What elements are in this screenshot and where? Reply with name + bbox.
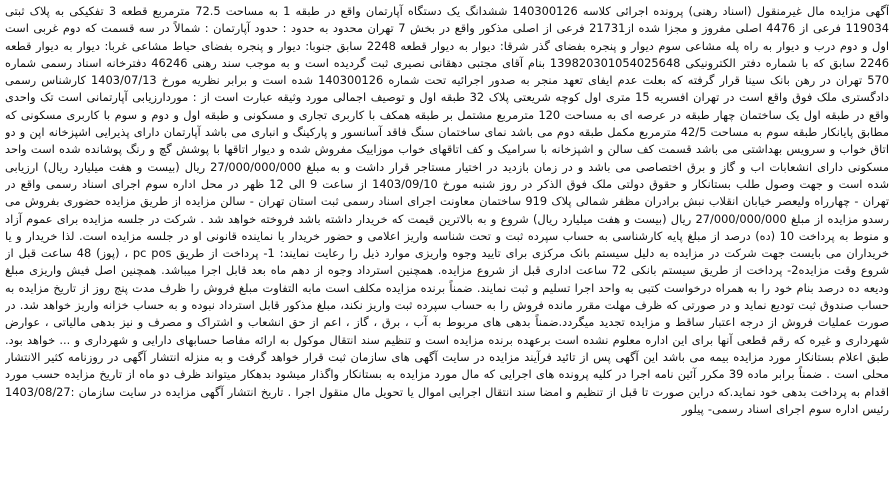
auction-notice (5, 3, 889, 489)
auction-notice-text: آگهی مزایده مال غیرمنقول (اسناد رهنی) پرونده اجرائی کلاسه 140300126 ششدانگ یک دستگاه آپارتمان واقع در طبقه 1 به مساحت 72.5 مترمربع قطعه 3 تفکیکی به پلاک ثبتی 119034 فرعی از 4476 اصلی مفروز و مجزا شده از21731 فرعی از اصلی مذکور واقع در بخش 7 تهران محدود به حدود : حدود آپارتمان : شمالاً در سه قسمت که دوم غربی است اول و دوم درب و دیوار به راه پله مشاعی سوم دیوار و پنجره بفضای گذر شرقا: دیوار به دیوار قطعه 2248 سابق جنوبا: دیوار و پنجره بفضای حیاط مشاعی غربا: دیوار به دیوار قطعه 2246 سابق که با شماره دفتر الکترونیکی 139820301054025648 بنام آقای مجتبی دهقانی نصیری ثبت گردیده است و به موجب سند رهنی 46246 دفترخانه اسناد رسمی شماره 570 تهران در رهن بانک سینا قرار گرفته که بعلت عدم ایفای تعهد منجر به صدور اجرائیه تحت شماره 140300126 شده است و برابر نظریه مورخ 1403/07/13 کارشناس رسمی دادگستری ملک فوق واقع است در تهران افسریه 15 متری اول کوچه شریعتی پلاک 32 طبقه اول و توصیف اجمالی مورد وثیقه عبارت است از : موردارزیابی آپارتمانی است تک واحدی واقع در طبقه اول یک ساختمان چهار طبقه در عرصه ای به مساحت 120 مترمربع مشتمل بر طبقه همکف با کاربری تجاری و مسکونی و طبقه اول و دوم و سوم با کاربری مسکونی که مطابق پایانکار طبقه سوم به مساحت 42/5 مترمربع مکمل طبقه دوم می باشد نمای ساختمان سنگ فاقد آسانسور و پارکینگ و انباری می باشد آپارتمان دارای پذیرایی اشپزخانه اپن و دو اتاق خواب و سرویس بهداشتی می باشد قسمت کف سالن و اشپزخانه با سرامیک و کف اتاقهای خواب موزاییک مفروش شده و دیوار اتاقها با پوشش گچ و رنگ پوشانده شده است واحد مسکونی دارای انشعابات اب و گاز و برق اختصاصی می باشد و در زمان بازدید در اختیار مستاجر قرار داشت و به مبلغ 27/000/000/000 ریال (بیست و هفت میلیارد ریال) ارزیابی شده است و جهت وصول طلب بستانکار و حقوق دولتی ملک فوق الذکر در روز شنبه مورخ 1403/09/10 از ساعت 9 الی 12 ظهر در محل اداره سوم اجرای اسناد رسمی واقع در تهران - چهارراه ولیعصر خیابان انقلاب نبش برادران مظفر شمالی پلاک 919 ساختمان معاونت اجرای اسناد رسمی ثبت استان تهران - سالن مزایده از طریق مزایده حضوری بفروش می رسدو مزایده از مبلغ 27/000/000/000 ریال (بیست و هفت میلیارد ریال) شروع و به بالاترین قیمت که خریدار داشته باشد فروخته خواهد شد . شرکت در جلسه مزایده برای عموم آزاد و منوط به پرداخت 10 (ده) درصد از مبلغ پایه کارشناسی به حساب سپرده ثبت و تحت شناسه واریز اعلامی و حضور خریدار یا نماینده قانونی او در جلسه مزایده است. لذا خریدار و یا خریداران می بایست جهت شرکت در مزایده به دلیل سیستم بانک مرکزی برای تایید وجوه واریزی موارد ذیل را رعایت نمایند: 1- پرداخت از طریق pc pos ، (پوز) 48 ساعت قبل از شروع وقت مزایده2- پرداخت از طریق سیستم بانکی 72 ساعت اداری قبل از شروع مزایده. همچنین استرداد وجوه از دهم ماه بعد قابل اجرا میباشد. همچنین اصل فیش واریزی مبلغ ودیعه ده درصد بنام خود را به همراه درخواست کتبی به واحد اجرا تسلیم و ثبت نمایند. ضمناً برنده مزایده مکلف است مابه التفاوت مبلغ فروش را ظرف مدت پنج روز از تاریخ مزایده به حساب صندوق ثبت تودیع نماید و در صورتی که ظرف مهلت مقرر مانده فروش را به حساب سپرده ثبت واریز نکند، مبلغ مذکور قابل استرداد نبوده و به حساب خزانه واریز خواهد شد. در صورت عملیات فروش از درجه اعتبار ساقط و مزایده تجدید میگردد.ضمناً بدهی های مربوط به آب ، برق ، گاز ، اعم از حق انشعاب و اشتراک و مصرف و نیز بدهی مالیاتی ، عوارض شهرداری و غیره که رقم قطعی آنها برای این اداره معلوم نشده است برعهده برنده مزایده است و تنظیم سند انتقال موکول به ارائه مفاصا حسابهای دارایی و شهرداری و ... خواهد بود. طبق اعلام بستانکار مورد مزایده بیمه می باشد این آگهی پس از تائید فرآیند مزایده در سایت آگهی های سازمان ثبت قرار خواهد گرفت و به منزله انتشار آگهی در روزنامه کثیر الانتشار محلی است . ضمناً برابر ماده 39 مکرر آئین نامه اجرا در کلیه پرونده های اجرایی که مال مورد مزایده به بستانکار واگذار میشود بدهکار میتواند ظرف دو ماه از تاریخ مزایده حسب مورد اقدام به پرداخت بدهی خود نماید.که دراین صورت تا قبل از تنظیم و امضا سند انتقال اجرایی اموال یا تحویل مال منقول اجرا . تاریخ انتشار آگهی مزایده در سایت سازمان :1403/08/27 رئیس اداره سوم اجرای اسناد رسمی- پیلور (5, 4, 889, 416)
